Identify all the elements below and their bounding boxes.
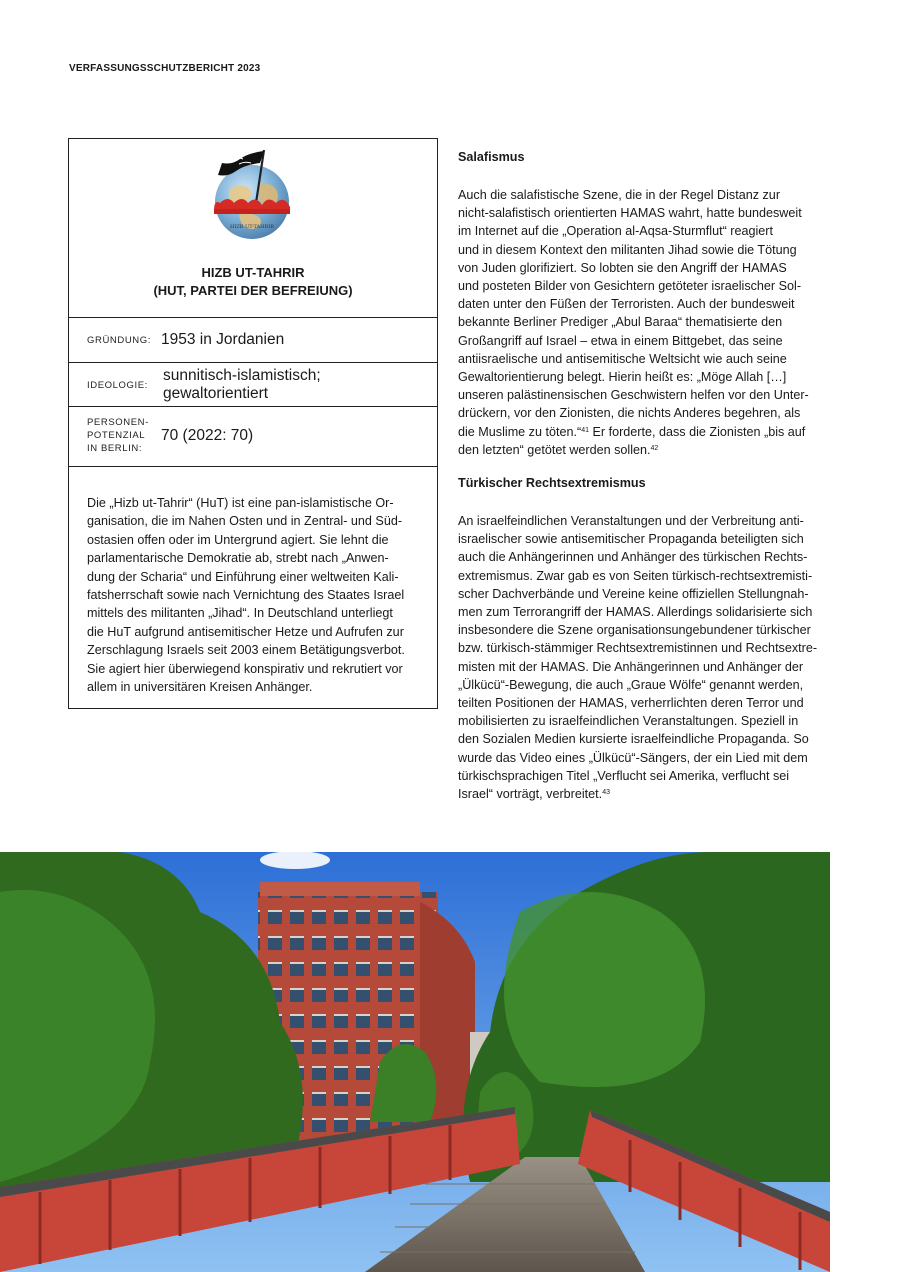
ideology-row — [69, 362, 437, 407]
paragraph-line — [458, 785, 817, 803]
paragraph-line: Großangriff auf Israel – etwa in einem Bittgebet, das seine — [458, 333, 783, 348]
organization-profile-box — [68, 138, 438, 709]
running-head: VERFASSUNGSSCHUTZBERICHT 2023 — [69, 63, 261, 74]
line-text: den letzten“ getötet werden sollen. — [458, 442, 651, 457]
line-text: die Muslime zu töten.“ — [458, 424, 582, 439]
paragraph-line: extremismus. Zwar gab es von Seiten türkisch-rechtsextremisti- — [458, 568, 813, 583]
paragraph-line: men zum Terrorangriff der HAMAS. Allerdings solidarisierte sich — [458, 605, 813, 620]
paragraph-line: wurde das Video eines „Ülkücü“-Sängers, der ein Lied mit dem — [458, 750, 808, 765]
paragraph-line: den Sozialen Medien kursierte israelfeindliche Propaganda. So — [458, 732, 809, 747]
paragraph-line: auch die Anhängerinnen und Anhänger des türkischen Rechts- — [458, 550, 808, 565]
footnote-42[interactable]: 42 — [650, 444, 659, 452]
description-line: ostasien offen oder im Untergrund agiert. Sie lehnt die — [87, 532, 389, 547]
paragraph-line: drückern, vor den Zionisten, die nichts Anderes begehren, als — [458, 406, 801, 421]
footnote-41[interactable]: 41 — [581, 426, 589, 434]
description-line: allem in universitären Kreisen Anhänger. — [87, 680, 313, 695]
paragraph-line: im Internet auf die „Operation al-Aqsa-Sturmflut“ reagiert — [458, 224, 773, 239]
paragraph-line: bzw. türkisch-stämmiger Rechtsextremistinnen und Rechtsextre- — [458, 641, 818, 656]
paragraph-line: türkischsprachigen Titel „Verflucht sei Amerika, verflucht sei — [458, 768, 790, 783]
paragraph-line: nicht-salafistisch orientierten HAMAS wahrt, hatte bundesweit — [458, 206, 802, 221]
paragraph-line: unseren palästinensischen Geschwistern helfen vor den Unter- — [458, 388, 809, 403]
potential-label-line3: IN BERLIN: — [87, 443, 143, 454]
organization-description — [87, 494, 425, 696]
founding-row — [69, 317, 437, 362]
potential-row — [69, 406, 437, 467]
potential-label — [87, 416, 149, 455]
section-heading-tuerkischer-rechtsextremismus: Türkischer Rechtsextremismus — [458, 476, 646, 490]
founding-label: GRÜNDUNG: — [87, 335, 151, 346]
description-line: Zerschlagung Israels seit 2003 einem Betätigungsverbot. — [87, 643, 405, 658]
ideology-value-line2: gewaltorientiert — [163, 385, 269, 402]
paragraph-line: „Ülkücü“-Bewegung, die auch „Graue Wölfe“ genannt werden, — [458, 677, 804, 692]
description-line: Sie agiert hier überwiegend konspirativ und rekrutiert vor — [87, 661, 403, 676]
section-heading-salafismus: Salafismus — [458, 150, 525, 164]
paragraph-line: teilten Positionen der HAMAS, verherrlichten deren Terror und — [458, 696, 804, 711]
description-line: die HuT aufgrund antisemitischer Hetze und Aufrufen zur — [87, 624, 404, 639]
organization-title-line2: (HUT, PARTEI DER BEFREIUNG) — [153, 283, 353, 298]
flag-globe-logo — [209, 145, 299, 241]
potential-value: 70 (2022: 70) — [161, 427, 254, 444]
description-line: dung der Scharia“ und Einführung einer weltweiten Kali- — [87, 569, 399, 584]
ideology-value — [163, 367, 321, 403]
paragraph-line: antiisraelische und antisemitische Weltsicht wie auch seine — [458, 351, 787, 366]
paragraph-line: scher Dachverbände und Vereine keine offiziellen Stellungnah- — [458, 586, 809, 601]
paragraph-line: An israelfeindlichen Veranstaltungen und der Verbreitung anti- — [458, 514, 804, 528]
ideology-value-line1: sunnitisch-islamistisch; — [163, 367, 321, 384]
paragraph-line: daten unter den Füßen der Terroristen. Auch der bundesweit — [458, 297, 795, 312]
paragraph-line: Auch die salafistische Szene, die in der Regel Distanz zur — [458, 188, 781, 202]
paragraph-line — [458, 441, 809, 459]
organization-title-line1: HIZB UT-TAHRIR — [201, 265, 305, 280]
paragraph-line: und in diesem Kontext den militanten Jihad sowie die Tötung — [458, 242, 797, 257]
paragraph-line: Gewaltorientierung belegt. Hierin heißt es: „Möge Allah […] — [458, 370, 787, 385]
description-line: parlamentarische Demokratie ab, strebt nach „Anwen- — [87, 551, 389, 566]
description-line: ganisation, die im Nahen Osten und in Zentral- und Süd- — [87, 514, 403, 529]
paragraph-line: bekannte Berliner Prediger „Abul Baraa“ thematisierte den — [458, 315, 783, 330]
description-line: fatsherrschaft sowie nach Vernichtung des Staates Israel — [87, 588, 405, 603]
founding-value: 1953 in Jordanien — [161, 331, 285, 348]
rechtsextremismus-paragraph — [458, 512, 817, 803]
bridge-building-photo — [0, 852, 830, 1272]
paragraph-line: mobilisierten zu israelfeindlichen Veranstaltungen. Speziell in — [458, 714, 799, 729]
paragraph-line: von Juden glorifiziert. So lobten sie den Angriff der HAMAS — [458, 260, 787, 275]
salafismus-paragraph — [458, 186, 809, 459]
potential-label-line1: PERSONEN- — [87, 417, 149, 428]
footnote-43[interactable]: 43 — [602, 789, 610, 797]
paragraph-line: und posteten Bilder von Gesichtern getöteter israelischer Sol- — [458, 279, 802, 294]
line-text: Israel“ vorträgt, verbreitet. — [458, 787, 603, 802]
ideology-label: IDEOLOGIE: — [87, 380, 148, 391]
svg-text:HIZB UT-TAHRIR: HIZB UT-TAHRIR — [229, 224, 275, 230]
description-line: mittels des militanten „Jihad“. In Deutschland unterliegt — [87, 606, 393, 621]
paragraph-line: israelischer sowie antisemitischer Propaganda beteiligten sich — [458, 532, 804, 547]
photo-illustration — [0, 852, 830, 1272]
line-text: Er forderte, dass die Zionisten „bis auf — [589, 424, 806, 439]
potential-label-line2: POTENZIAL — [87, 430, 146, 441]
paragraph-line: misten mit der HAMAS. Die Anhängerinnen und Anhänger der — [458, 659, 804, 674]
organization-title — [69, 264, 437, 300]
paragraph-line: insbesondere die Szene organisationsungebundener türkischer — [458, 623, 811, 638]
paragraph-line — [458, 423, 809, 441]
description-line: Die „Hizb ut-Tahrir“ (HuT) ist eine pan-islamistische Or- — [87, 496, 394, 510]
